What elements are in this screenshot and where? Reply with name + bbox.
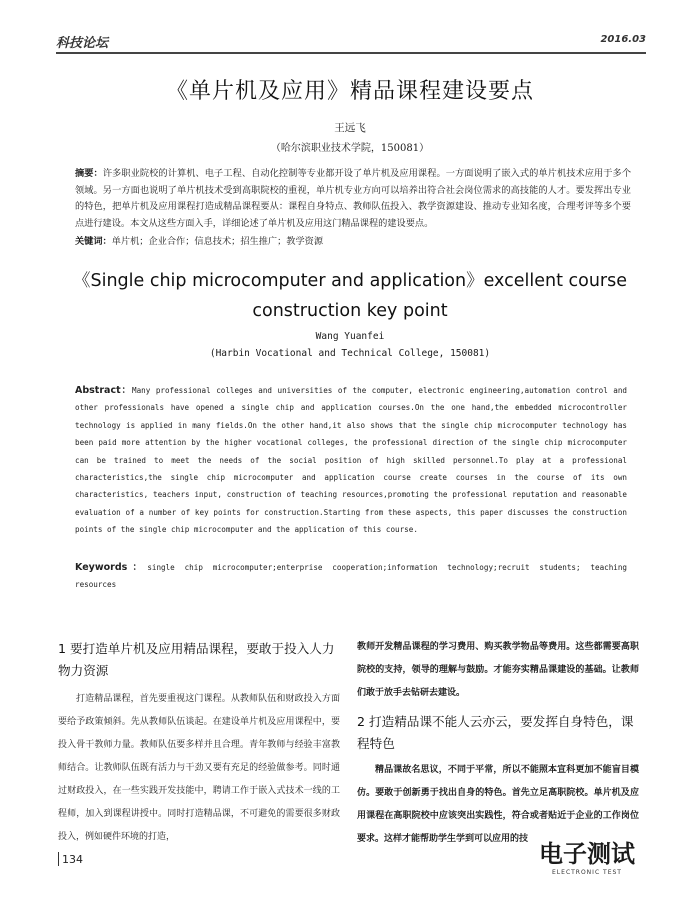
- affiliation-en: (Harbin Vocational and Technical College, 150081): [209, 348, 491, 359]
- keywords-cn-label: 关键词：: [75, 236, 112, 247]
- magazine-logo: [530, 838, 645, 878]
- author-en: Wang Yuanfei: [315, 331, 385, 342]
- section-1-heading: 1 要打造单片机及应用精品课程，要敢于投入人力物力资源: [58, 641, 335, 678]
- keywords-cn: [75, 234, 631, 250]
- keywords-en-text: single chip microcomputer;enterprise cooperation;information technology;recruit students; teaching resources: [75, 563, 627, 590]
- abstract-en: [75, 382, 627, 539]
- body-column-left: [58, 638, 340, 849]
- article-title-en: 《Single chip microcomputer and application》excellent course construction key point: [72, 271, 628, 321]
- section-2-heading: 2 打造精品课不能人云亦云，要发挥自身特色，课程特色: [357, 714, 634, 751]
- keywords-en-label: Keywords：: [75, 562, 148, 573]
- abstract-cn-label: 摘要：: [75, 168, 103, 179]
- keywords-en: [75, 559, 627, 594]
- article-title-cn: 《单片机及应用》精品课程建设要点: [165, 79, 534, 104]
- abstract-cn: [75, 166, 631, 232]
- magazine-logo-cn: 电子测试: [539, 840, 635, 868]
- keywords-cn-text: 单片机；企业合作；信息技术；招生推广；教学资源: [111, 236, 324, 247]
- header-rule: [56, 52, 646, 54]
- running-header: [56, 32, 646, 54]
- author-cn: 王远飞: [334, 122, 366, 134]
- abstract-en-label: Abstract：: [75, 385, 133, 396]
- abstract-cn-text: 许多职业院校的计算机、电子工程、自动化控制等专业都开设了单片机及应用课程。一方面说明了嵌入式的单片机技术应用于多个领域。另一方面也说明了单片机技术受到高职院校的重视，单片机专业方向可以培养出符合社会岗位需求的高技能的人才。要发挥出专业的特色，把单片机及应用课程打造成精品课程要从：课程自身特点、教师队伍投入、教学资源建设、推动专业知名度，合理考评等多个要点进行建设。本文从这些方面入手，详细论述了单片机及应用这门精品课程的建设要点。: [75, 168, 632, 229]
- section-1-continued-paragraph: 教师开发精品课程的学习费用、购买教学物品等费用。这些都需要高职院校的支持，领导的理解与鼓励。才能夯实精品课建设的基础。让教师们敢于放手去钻研去建设。: [357, 642, 639, 698]
- page-number: 134: [62, 853, 83, 866]
- abstract-en-text: Many professional colleges and universities of the computer, electronic engineering,automation control and other professionals have opened a single chip and application courses.On the one hand,the embedded microcontroller technology is applied in many fields.On the other hand,it also shows that the single chip microcomputer technology has been paid more attention by the higher vocational colleges, the professional direction of the single chip microcomputer can be trained to meet the needs of the social position of high skilled personnel.To play at a professional characteristics,the single chip microcomputer and application course create courses in the course of its own characteristics, teachers input, construction of teaching resources,promoting the professional reputation and reasonable evaluation of a number of key points for construction.Starting from these aspects, this paper discusses the construction points of the single chip microcomputer and the application of this course.: [75, 386, 627, 535]
- affiliation-cn: （哈尔滨职业技术学院，150081）: [270, 143, 430, 154]
- magazine-logo-en: ELECTRONIC TEST: [552, 869, 622, 876]
- body-column-right: [357, 638, 639, 851]
- column-name: 科技论坛: [56, 36, 109, 51]
- page-number-rule: [58, 852, 59, 866]
- issue-date: 2016.03: [600, 34, 646, 45]
- section-2-paragraph: 精品课故名思议，不同于平常，所以不能照本宣科更加不能盲目模仿。要敢于创新勇于找出自身的特色。首先立足高职院校。单片机及应用课程在高职院校中应该突出实践性，符合或者贴近于企业的工作岗位要求。这样才能帮助学生学到可以应用的技: [357, 765, 639, 844]
- section-1-paragraph: 打造精品课程，首先要重视这门课程。从教师队伍和财政投入方面要给予政策倾斜。先从教师队伍谈起。在建设单片机及应用课程中，要投入骨干教师力量。教师队伍要多样并且合理。青年教师与经验丰富教师结合。让教师队伍既有活力与干劲又要有充足的经验做参考。同时通过财政投入，在一些实践开发技能中，聘请工作于嵌入式技术一线的工程师，加入到课程讲授中。同时打造精品课，不可避免的需要很多财政投入，例如硬件环境的打造，: [58, 694, 340, 842]
